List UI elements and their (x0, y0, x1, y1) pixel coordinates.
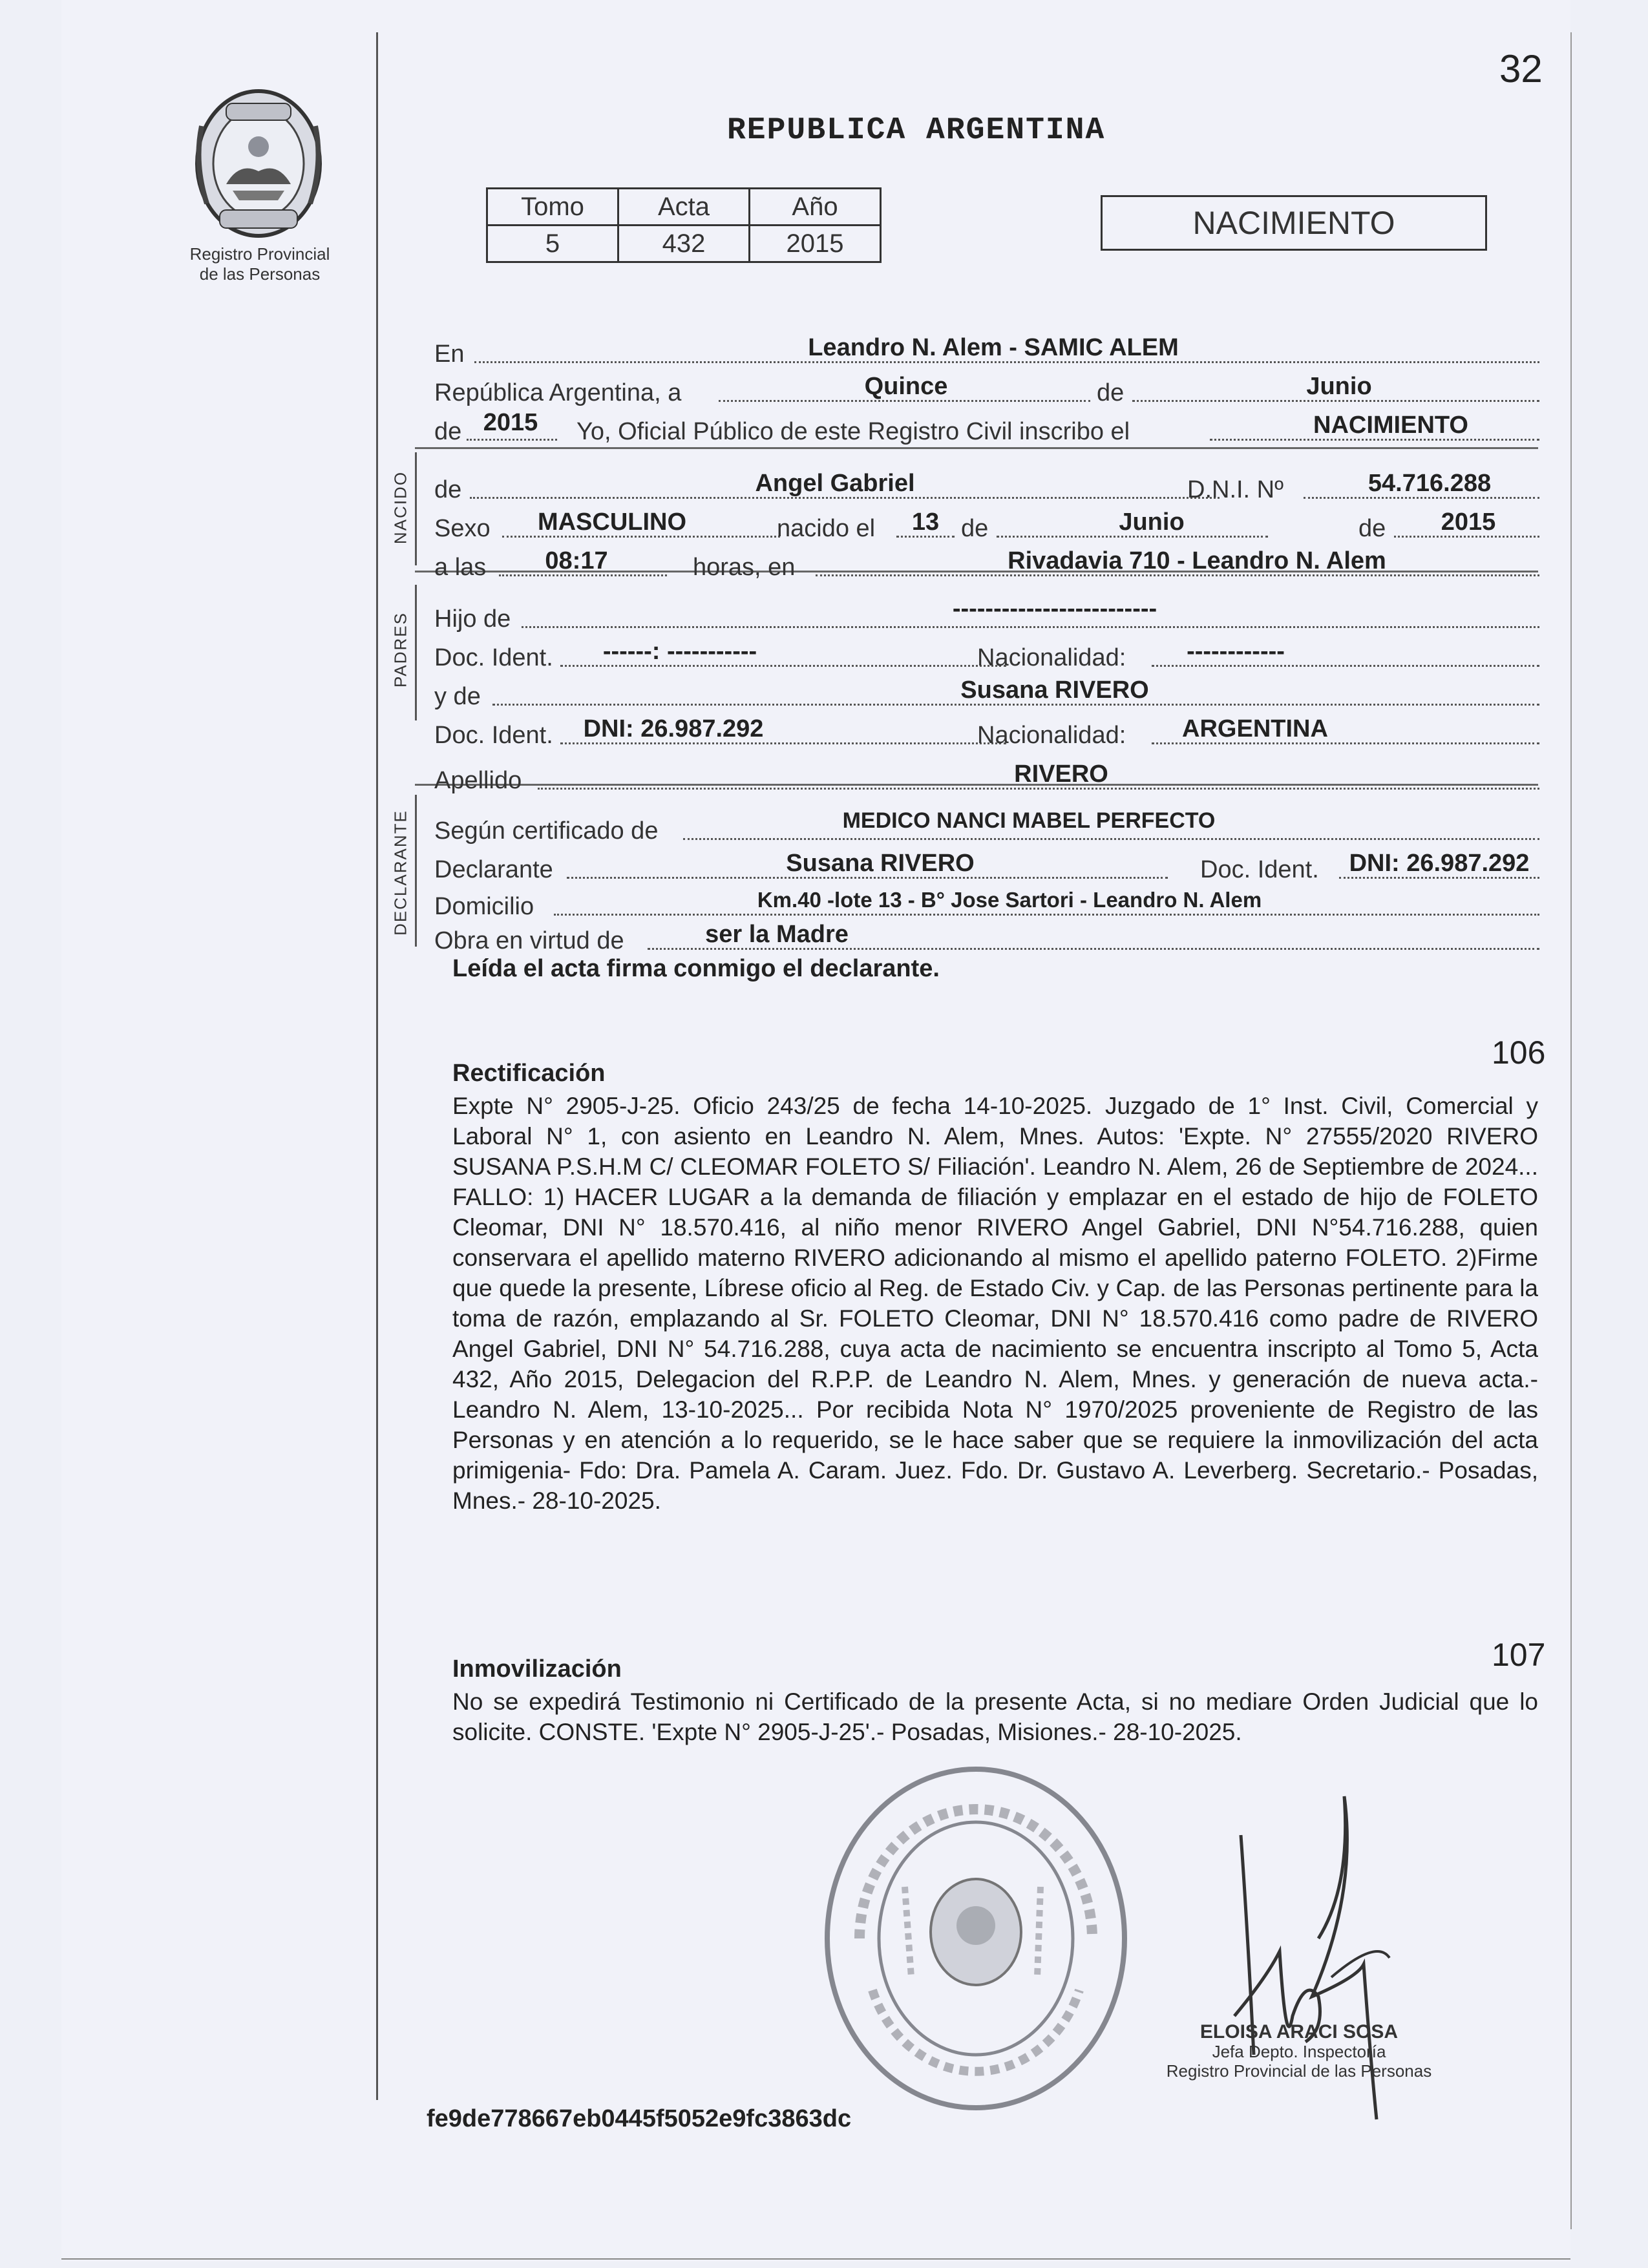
row-doc-padre (434, 640, 1539, 672)
label-republica: República Argentina, a (434, 379, 682, 406)
document-hash: fe9de778667eb0445f5052e9fc3863dc (427, 2105, 852, 2132)
value-ano-nac: 2015 (1441, 509, 1496, 536)
value-acta: 432 (618, 226, 750, 262)
label-horas-en: horas, en (693, 554, 796, 581)
value-nac-madre: ARGENTINA (1182, 715, 1328, 742)
handwritten-signature (1228, 1783, 1422, 2145)
signer-org: Registro Provincial de las Personas (1166, 2061, 1432, 2081)
label-domicilio: Domicilio (434, 893, 534, 920)
label-obra: Obra en virtud de (434, 927, 624, 954)
value-nac-padre: ------------ (1187, 638, 1285, 665)
value-tomo: 5 (487, 226, 618, 262)
value-doc-declarante: DNI: 26.987.292 (1349, 850, 1530, 877)
header-ano: Año (750, 189, 881, 226)
label-de: de (961, 515, 989, 542)
value-domicilio: Km.40 -lote 13 - B° Jose Sartori - Leandro N. Alem (757, 888, 1262, 912)
value-en: Leandro N. Alem - SAMIC ALEM (808, 334, 1179, 361)
label-nacionalidad: Nacionalidad: (977, 644, 1126, 671)
section-label-padres: PADRES (390, 612, 410, 688)
row-certificado (434, 808, 1539, 845)
label-hijo-de: Hijo de (434, 605, 511, 633)
signer-role: Jefa Depto. Inspectoría (1212, 2042, 1386, 2061)
value-madre: Susana RIVERO (960, 677, 1149, 704)
official-stamp (814, 1758, 1137, 2119)
signer-block (1144, 2022, 1454, 2081)
label-declarante: Declarante (434, 856, 553, 883)
label-de: de (1097, 379, 1125, 406)
row-doc-madre (434, 717, 1539, 750)
annotation-title: Inmovilización (452, 1655, 622, 1683)
row-hijo-de (434, 595, 1539, 633)
value-lugar: Rivadavia 710 - Leandro N. Alem (1008, 547, 1386, 574)
value-year: 2015 (483, 409, 538, 436)
annotation-title: Rectificación (452, 1060, 606, 1087)
row-obra (434, 923, 1539, 955)
row-y-de (434, 678, 1539, 711)
row-declarante (434, 852, 1539, 884)
provincia-misiones-logo (187, 87, 330, 249)
document-title: REPUBLICA ARGENTINA (727, 113, 1106, 148)
page-number: 32 (1499, 47, 1543, 90)
header-tomo: Tomo (487, 189, 618, 226)
row-fecha (434, 375, 1539, 407)
value-padre: ------------------------- (952, 595, 1157, 622)
value-dia-nac: 13 (911, 509, 940, 536)
issuer-line: de las Personas (199, 264, 321, 284)
annotation-number: 106 (1492, 1034, 1546, 1071)
label-nacionalidad: Nacionalidad: (977, 722, 1126, 749)
issuer-line: Registro Provincial (189, 244, 330, 264)
act-type-box: NACIMIENTO (1101, 195, 1487, 251)
value-declarante: Susana RIVERO (786, 850, 975, 877)
label-dni: D.N.I. Nº (1187, 476, 1284, 503)
annotation-body: Expte N° 2905-J-25. Oficio 243/25 de fecha 14-10-2025. Juzgado de 1° Inst. Civil, Comercial y Laboral N° 1, con asiento en Leandro N. Alem, Mnes. Autos: 'Expte. N° 27555/2020 RIVERO SUSANA P.S.H.M C/ CLEOMAR FOLETO S/ Filiación'. Leandro N. Alem, 26 de Septiembre de 2024... FALLO: 1) HACER LUGAR a la demanda de filiación y emplazar en el estado de hijo de FOLETO Cleomar, DNI N° 18.570.416, al niño menor RIVERO Angel Gabriel, DNI N°54.716.288, quien conservara el apellido materno RIVERO adicionando al mismo el apellido paterno FOLETO. 2)Firme que quede la presente, Líbrese oficio al Reg. de Estado Civ. y Cap. de las Personas pertinente para la toma de razón, emplazando al Sr. FOLETO Cleomar, DNI N° 18.570.416 como padre de RIVERO Angel Gabriel, DNI N° 54.716.288, cuya acta de nacimiento se encuentra inscripto al Tomo 5, Acta 432, Año 2015, Delegacion del R.P.P. de Leandro N. Alem, Mnes. y generación de nueva acta.- Leandro N. Alem, 13-10-2025... Por recibida Nota N° 1970/2025 proveniente de Registro de las Personas y en atención a lo requerido, se le hace saber que se requiere la inmovilización del acta primigenia- Fdo: Dra. Pamela A. Caram. Juez. Fdo. Dr. Gustavo A. Leverberg. Secretario.- Posadas, Mnes.- 28-10-2025. (452, 1093, 1538, 1514)
value-nombre: Angel Gabriel (755, 470, 915, 497)
padres-bracket (415, 585, 417, 720)
value-doc-padre: ------: ----------- (602, 638, 757, 665)
label-nacido-el: nacido el (777, 515, 876, 542)
label-de: de (434, 476, 462, 503)
value-inscribe: NACIMIENTO (1313, 412, 1468, 439)
row-hora (434, 549, 1539, 582)
label-de: de (434, 418, 462, 445)
value-hora: 08:17 (545, 547, 608, 574)
value-apellido: RIVERO (1014, 761, 1108, 788)
bottom-edge-line (61, 2258, 1570, 2260)
header-acta: Acta (618, 189, 750, 226)
label-inscribe: Yo, Oficial Público de este Registro Civil inscribo el (576, 418, 1130, 445)
label-y-de: y de (434, 683, 481, 710)
declarante-bracket (415, 795, 417, 947)
annotation-body: No se expedirá Testimonio ni Certificado de la presente Acta, si no mediare Orden Judicial que lo solicite. CONSTE. 'Expte N° 2905-J-25'.- Posadas, Misiones.- 28-10-2025. (452, 1688, 1538, 1745)
value-sexo: MASCULINO (537, 509, 687, 536)
read-note: Leída el acta firma conmigo el declarante. (452, 955, 940, 982)
label-doc-ident: Doc. Ident. (1200, 856, 1319, 883)
value-ano: 2015 (750, 226, 881, 262)
section-label-nacido: NACIDO (390, 470, 410, 545)
value-dni: 54.716.288 (1368, 470, 1492, 497)
value-day: Quince (864, 373, 948, 400)
value-obra: ser la Madre (705, 921, 849, 948)
label-doc-ident: Doc. Ident. (434, 644, 553, 671)
label-doc-ident: Doc. Ident. (434, 722, 553, 749)
nacido-bracket (415, 452, 417, 565)
row-sexo (434, 510, 1539, 543)
separator-line (415, 447, 1538, 449)
section-label-declarante: DECLARANTE (390, 810, 410, 936)
value-mes-nac: Junio (1119, 509, 1185, 536)
left-margin-line (376, 32, 378, 2100)
row-en (434, 336, 1539, 368)
label-certificado: Según certificado de (434, 817, 659, 845)
row-nombre (434, 472, 1539, 504)
issuer-caption (169, 244, 350, 284)
label-a-las: a las (434, 554, 487, 581)
right-margin-line (1570, 32, 1572, 2229)
value-certificado: MEDICO NANCI MABEL PERFECTO (842, 808, 1216, 833)
row-domicilio (434, 888, 1539, 921)
value-month: Junio (1306, 373, 1372, 400)
annotation-number: 107 (1492, 1637, 1546, 1673)
label-apellido: Apellido (434, 767, 522, 794)
label-en: En (434, 341, 465, 368)
label-sexo: Sexo (434, 515, 491, 542)
registry-table (486, 187, 882, 263)
label-de: de (1358, 515, 1386, 542)
row-inscribe (434, 409, 1539, 446)
value-doc-madre: DNI: 26.987.292 (583, 715, 764, 742)
signer-name: ELOISA ARACI SOSA (1199, 2021, 1399, 2042)
row-apellido (434, 762, 1539, 795)
